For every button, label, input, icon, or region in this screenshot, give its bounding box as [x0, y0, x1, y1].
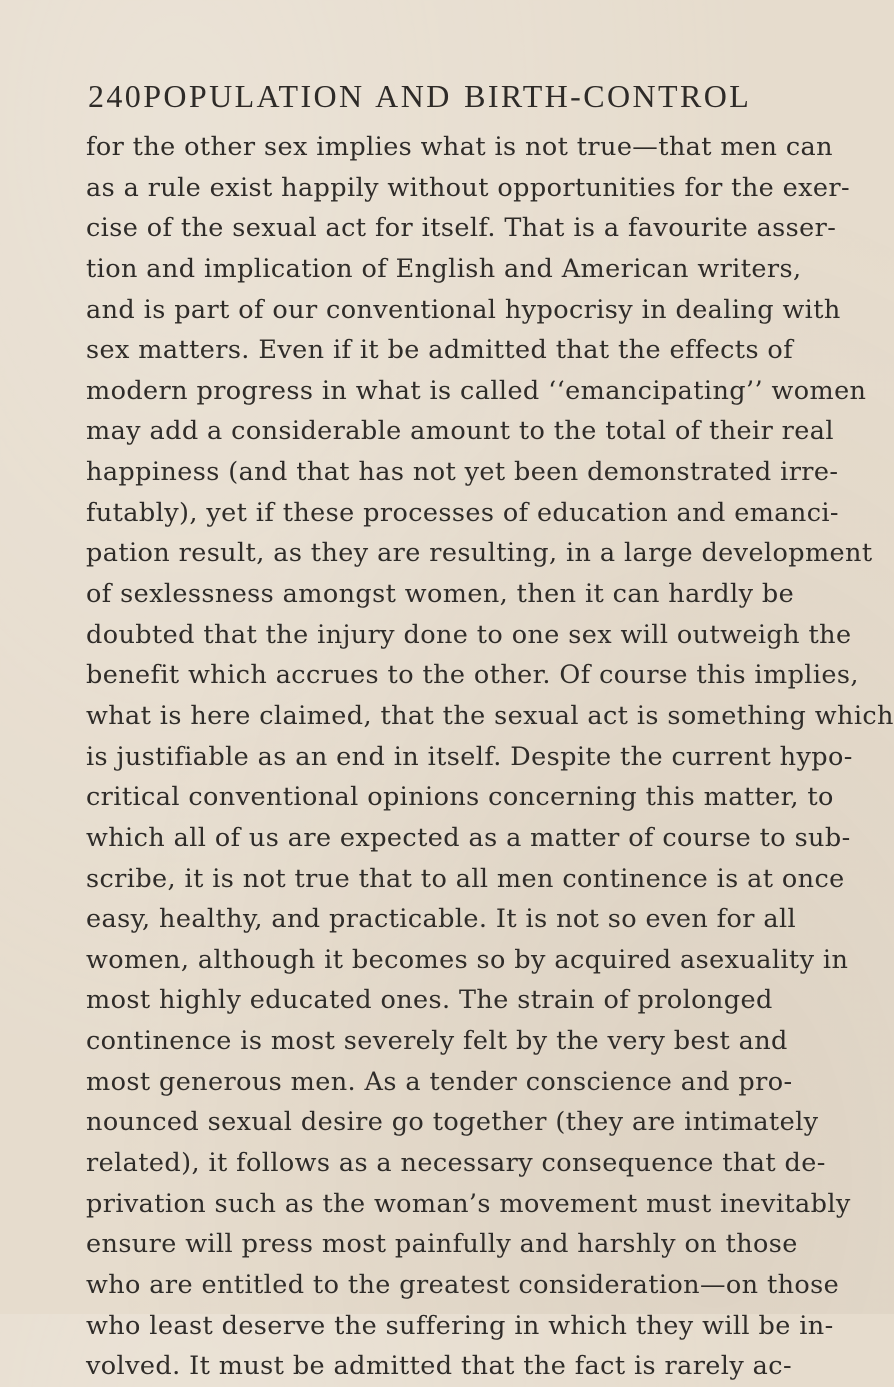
text-line: is justifiable as an end in itself. Despite the current hypo- [86, 741, 853, 772]
text-line: for the other sex implies what is not true—that men can [86, 132, 833, 162]
text-line: easy, healthy, and practicable. It is not so even for all [86, 904, 797, 935]
text-line: what is here claimed, that the sexual act is something which [86, 700, 894, 731]
text-line: which all of us are expected as a matter of course to sub- [86, 822, 851, 853]
text-line: continence is most severely felt by the very best and [86, 1026, 788, 1057]
running-head [88, 78, 752, 118]
text-line: ensure will press most painfully and harshly on those [86, 1229, 798, 1260]
text-line: futably), yet if these processes of education and emanci- [86, 497, 839, 528]
text-line: pation result, as they are resulting, in a large development [86, 538, 873, 569]
text-line: who are entitled to the greatest consideration—on those [86, 1269, 840, 1300]
text-line: as a rule exist happily without opportunities for the exer- [86, 172, 851, 203]
text-line: who least deserve the suffering in which they will be in- [86, 1310, 834, 1341]
body-text [86, 127, 894, 1387]
text-line: modern progress in what is called ‘‘emancipating’’ women [86, 375, 867, 406]
text-line: and is part of our conventional hypocrisy in dealing with [86, 294, 841, 325]
text-line: most highly educated ones. The strain of prolonged [86, 985, 773, 1016]
text-line: nounced sexual desire go together (they are intimately [86, 1107, 819, 1138]
text-line: may add a considerable amount to the total of their real [86, 416, 834, 447]
text-line: sex matters. Even if it be admitted that the effects of [86, 335, 794, 366]
text-line: happiness (and that has not yet been demonstrated irre- [86, 457, 839, 488]
running-title: POPULATION AND BIRTH-CONTROL [143, 78, 752, 114]
text-line: critical conventional opinions concerning this matter, to [86, 782, 834, 813]
text-line: cise of the sexual act for itself. That is a favourite asser- [86, 213, 837, 244]
text-line: volved. It must be admitted that the fact is rarely ac- [86, 1351, 792, 1382]
page-number: 240 [88, 78, 144, 114]
text-line: privation such as the woman’s movement must inevitably [86, 1188, 851, 1219]
text-line: women, although it becomes so by acquired asexuality in [86, 944, 849, 975]
text-line: benefit which accrues to the other. Of course this implies, [86, 660, 859, 691]
text-line: scribe, it is not true that to all men continence is at once [86, 863, 845, 894]
text-line: of sexlessness amongst women, then it can hardly be [86, 579, 795, 610]
text-line: related), it follows as a necessary consequence that de- [86, 1148, 826, 1179]
text-line: tion and implication of English and American writers, [86, 253, 802, 284]
text-line: most generous men. As a tender conscience and pro- [86, 1066, 793, 1097]
text-line: doubted that the injury done to one sex will outweigh the [86, 619, 852, 650]
